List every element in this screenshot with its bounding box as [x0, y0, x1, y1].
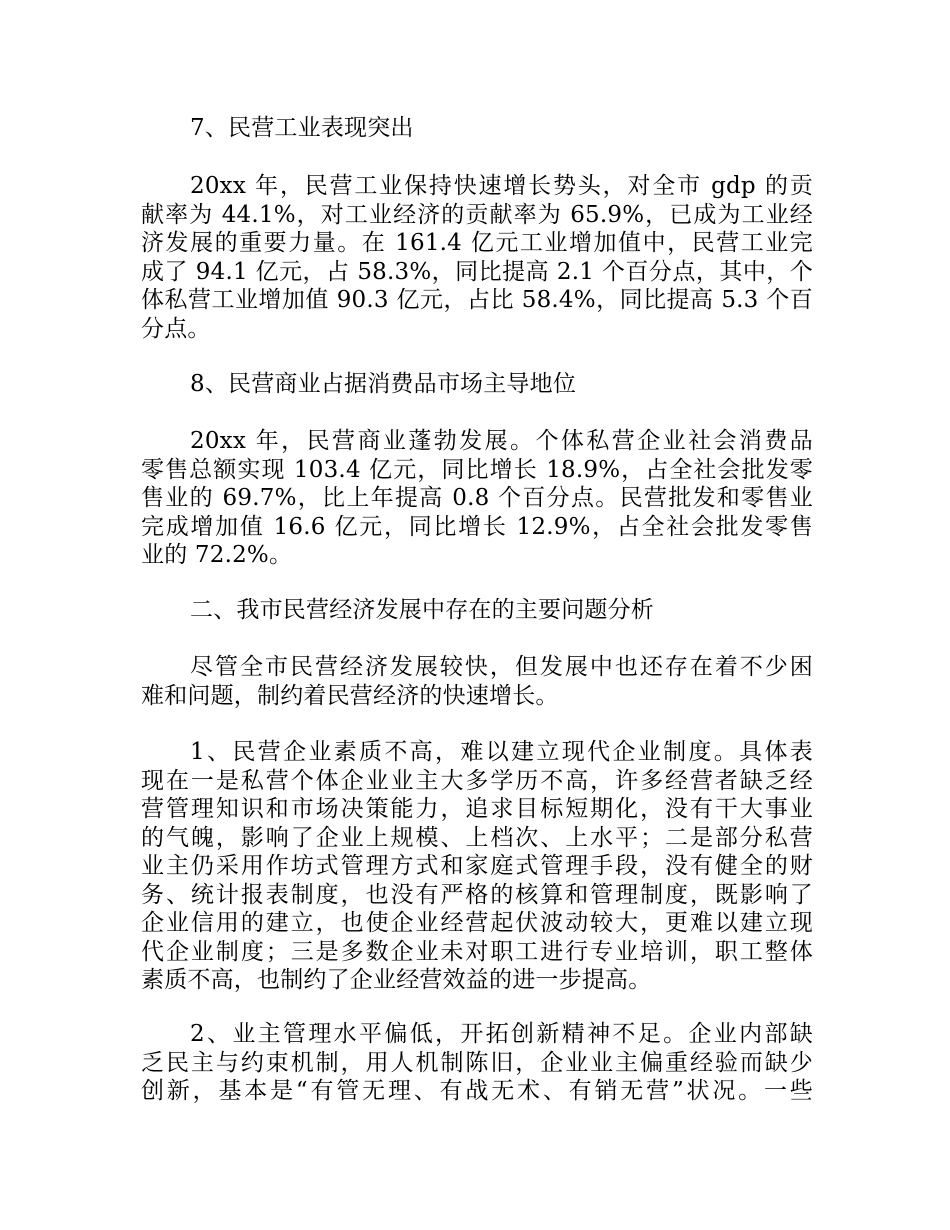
paragraph-line: 代企业制度；三是多数企业未对职工进行专业培训，职工整体 — [141, 938, 813, 965]
paragraph-private-industry — [141, 172, 813, 343]
paragraph-line: 零售总额实现 103.4 亿元，同比增长 18.9%，占全社会批发零 — [141, 456, 813, 483]
paragraph-line: 2、业主管理水平偏低，开拓创新精神不足。企业内部缺 — [190, 1021, 813, 1047]
paragraph-line: 1、民营企业素质不高，难以建立现代企业制度。具体表 — [190, 739, 813, 765]
paragraph-line: 业主仍采用作坊式管理方式和家庭式管理手段，没有健全的财 — [141, 853, 813, 879]
paragraph-line: 成了 94.1 亿元，占 58.3%，同比提高 2.1 个百分点，其中，个 — [141, 258, 813, 285]
paragraph-line: 乏民主与约束机制，用人机制陈旧，企业业主偏重经验而缺少 — [141, 1049, 813, 1076]
paragraph-line: 尽管全市民营经济发展较快，但发展中也还存在着不少困 — [190, 654, 813, 680]
paragraph-intro — [141, 653, 813, 710]
paragraph-line: 济发展的重要力量。在 161.4 亿元工业增加值中，民营工业完 — [141, 230, 813, 256]
paragraph-line: 售业的 69.7%，比上年提高 0.8 个百分点。民营批发和零售业 — [141, 485, 813, 511]
paragraph-line: 企业信用的建立，也使企业经营起伏波动较大，更难以建立现 — [141, 910, 813, 936]
paragraph-line: 现在一是私营个体企业业主大多学历不高，许多经营者缺乏经 — [141, 767, 813, 794]
section-heading-7 — [141, 114, 813, 143]
paragraph-problem-1 — [141, 738, 813, 995]
paragraph-line: 体私营工业增加值 90.3 亿元，占比 58.4%，同比提高 5.3 个百 — [141, 287, 813, 313]
heading-text: 7、民营工业表现突出 — [190, 115, 414, 141]
paragraph-line: 20xx 年，民营工业保持快速增长势头，对全市 gdp 的贡 — [190, 173, 813, 199]
paragraph-line: 的气魄，影响了企业上规模、上档次、上水平；二是部分私营 — [141, 824, 813, 851]
paragraph-line: 业的 72.2%。 — [141, 542, 293, 568]
section-heading-8 — [141, 370, 813, 399]
paragraph-line: 务、统计报表制度，也没有严格的核算和管理制度，既影响了 — [141, 881, 813, 908]
paragraph-line: 完成增加值 16.6 亿元，同比增长 12.9%，占全社会批发零售 — [141, 513, 813, 540]
paragraph-problem-2 — [141, 1020, 813, 1106]
paragraph-line: 素质不高，也制约了企业经营效益的进一步提高。 — [141, 967, 652, 993]
paragraph-line: 20xx 年，民营商业蓬勃发展。个体私营企业社会消费品 — [190, 428, 813, 454]
paragraph-line: 难和问题，制约着民营经济的快速增长。 — [141, 682, 559, 709]
paragraph-line: 分点。 — [141, 315, 211, 342]
section-heading-2 — [141, 596, 813, 625]
paragraph-line: 献率为 44.1%，对工业经济的贡献率为 65.9%，已成为工业经 — [141, 201, 813, 228]
paragraph-line: 营管理知识和市场决策能力，追求目标短期化，没有干大事业 — [141, 796, 813, 822]
paragraph-line: 创新，基本是“有管无理、有战无术、有销无营”状况。一些 — [141, 1078, 813, 1104]
heading-text: 二、我市民营经济发展中存在的主要问题分析 — [190, 597, 654, 623]
heading-text: 8、民营商业占据消费品市场主导地位 — [190, 371, 577, 397]
paragraph-private-commerce — [141, 427, 813, 570]
